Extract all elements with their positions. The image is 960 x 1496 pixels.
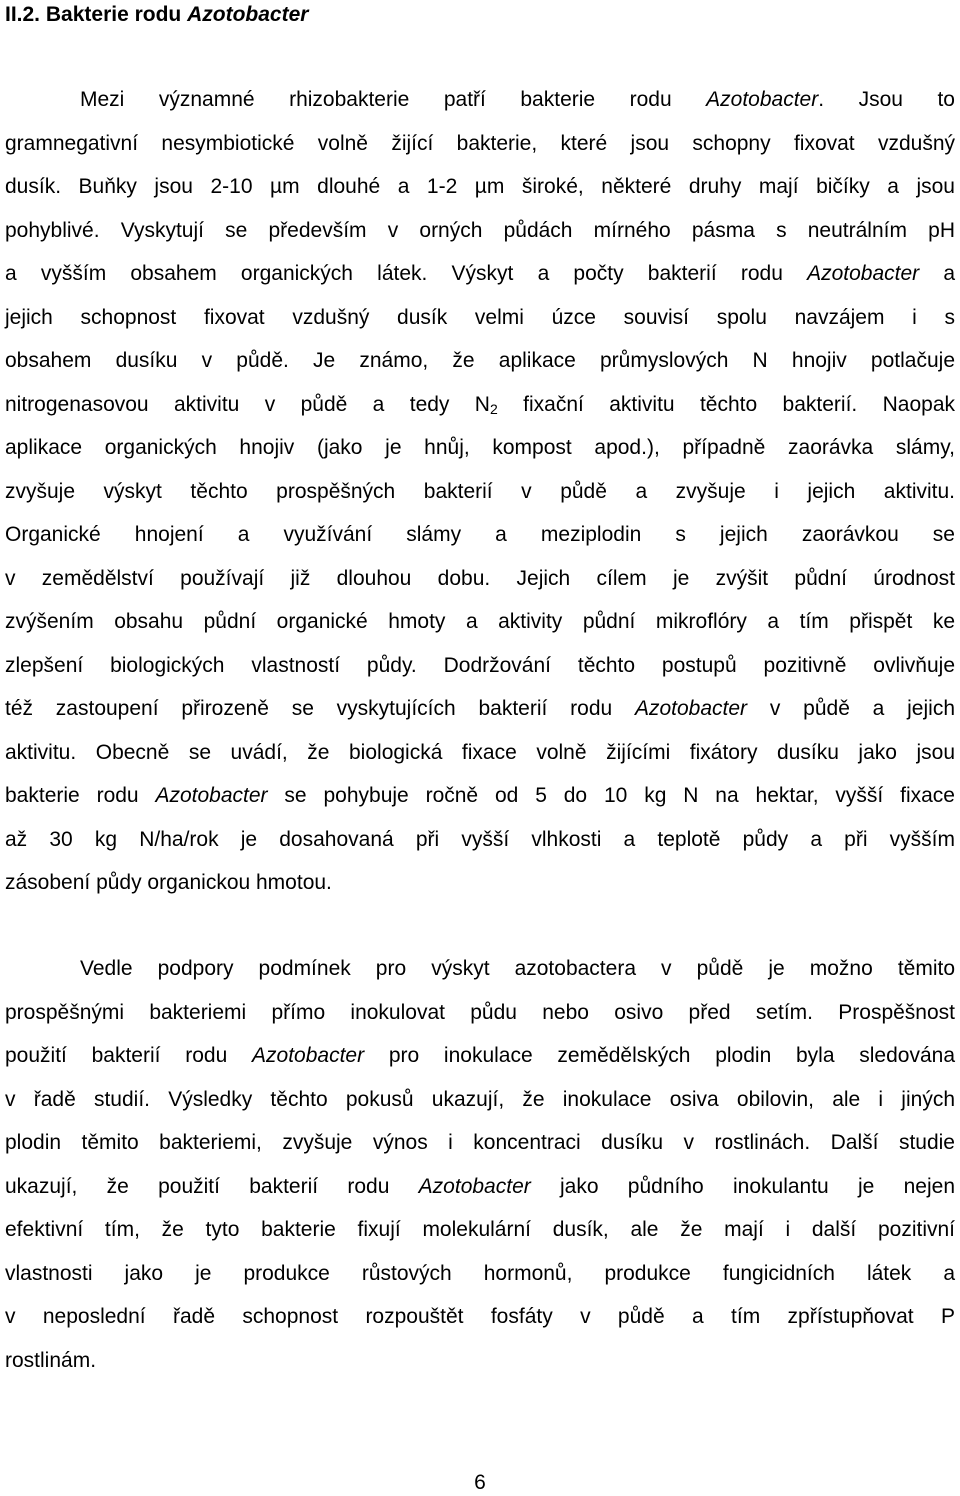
text-line [5,600,955,644]
text-run: v zemědělství používají již dlouhou dobu. Jejich cílem je zvýšit půdní úrodnost [5,566,955,590]
text-line [5,383,955,427]
text-run: vlastnosti jako je produkce růstových hormonů, produkce fungicidních látek a [5,1261,955,1285]
text-run: efektivní tím, že tyto bakterie fixují molekulární dusík, ale že mají i další pozitivní [5,1218,955,1241]
text-run: též zastoupení přirozeně se vyskytujících bakterií rodu [5,697,635,720]
text-line [5,687,955,731]
text-run: aktivitu. Obecně se uvádí, že biologická fixace volně žijícími fixátory dusíku jako jsou [5,740,955,764]
text-run: gramnegativní nesymbiotické volně žijící bakterie, které jsou schopny fixovat vzdušný [5,131,955,155]
text-run: . Jsou to [818,88,955,111]
text-line [5,557,955,601]
text-line [5,861,955,905]
text-line [5,209,955,253]
text-line [5,947,955,991]
text-line [5,644,955,688]
text-line [5,731,955,775]
text-run: plodin těmito bakteriemi, zvyšuje výnos i koncentraci dusíku v rostlinách. Další studie [5,1131,955,1154]
section-number: II.2. [5,3,41,26]
text-line [5,470,955,514]
text-run: zlepšení biologických vlastností půdy. Dodržování těchto postupů pozitivně ovlivňuje [5,653,955,677]
text-line [5,1165,955,1209]
text-run: obsahem dusíku v půdě. Je známo, že aplikace průmyslových N hnojiv potlačuje [5,349,955,372]
genus-name: Azotobacter [634,697,748,720]
text-run: bakterie rodu [5,784,156,807]
text-run: rostlinám. [5,1348,97,1372]
text-line [5,1339,955,1383]
genus-name: Azotobacter [252,1044,365,1067]
text-line [5,1252,955,1296]
genus-name: Azotobacter [706,88,819,111]
text-run: a vyšším obsahem organických látek. Výskyt a počty bakterií rodu [5,262,808,285]
text-line [5,1295,955,1339]
paragraph-1 [5,78,955,905]
text-line [5,426,955,470]
text-line [5,1121,955,1165]
text-run: prospěšnými bakteriemi přímo inokulovat půdu nebo osivo před setím. Prospěšnost [5,1000,955,1024]
text-run: až 30 kg N/ha/rok je dosahovaná při vyšší vlhkosti a teplotě půdy a při vyšším [5,827,955,851]
subscript: 2 [489,400,498,417]
text-run: nitrogenasovou aktivitu v půdě a tedy N [5,392,490,416]
section-heading [5,0,308,30]
text-line [5,1034,955,1078]
text-line [5,818,955,862]
text-run: v neposlední řadě schopnost rozpouštět fosfáty v půdě a tím zpřístupňovat P [5,1305,955,1328]
text-run: Mezi významné rhizobakterie patří bakterie rodu [80,88,707,111]
genus-name: Azotobacter [418,1174,531,1198]
text-run: ukazují, že použití bakterií rodu [5,1174,419,1198]
text-run: pohyblivé. Vyskytují se především v orných půdách mírného pásma s neutrálním pH [5,218,955,242]
text-run: použití bakterií rodu [5,1044,253,1067]
text-run: aplikace organických hnojiv (jako je hnůj, kompost apod.), případně zaorávka slámy, [5,436,955,459]
text-run: pro inokulace zemědělských plodin byla sledována [364,1044,956,1067]
text-line [5,252,955,296]
text-line [5,774,955,818]
text-line [5,296,955,340]
text-line [5,1078,955,1122]
text-run: zásobení půdy organickou hmotou. [5,871,332,894]
text-run: jako půdního inokulantu je nejen [530,1174,955,1198]
genus-name: Azotobacter [155,784,268,807]
text-line [5,513,955,557]
text-run: Vedle podpory podmínek pro výskyt azotobactera v půdě je možno těmito [80,957,955,980]
text-run: v půdě a jejich [747,697,955,720]
text-run: se pohybuje ročně od 5 do 10 kg N na hektar, vyšší fixace [267,784,955,807]
paragraph-2 [5,947,955,1382]
text-run: a [919,262,955,285]
page-number: 6 [474,1471,486,1494]
section-title-genus: Azotobacter [187,3,309,26]
text-line [5,339,955,383]
text-line [5,122,955,166]
text-run: jejich schopnost fixovat vzdušný dusík velmi úzce souvisí spolu navzájem i s [5,305,955,329]
text-run: v řadě studií. Výsledky těchto pokusů ukazují, že inokulace osiva obilovin, ale i jiných [5,1087,955,1111]
text-line [5,78,955,122]
text-run: Organické hnojení a využívání slámy a meziplodin s jejich zaorávkou se [5,523,955,546]
text-run: dusík. Buňky jsou 2-10 µm dlouhé a 1-2 µm široké, některé druhy mají bičíky a jsou [5,175,955,198]
text-run: zvyšuje výskyt těchto prospěšných bakterií v půdě a zvyšuje i jejich aktivitu. [5,479,955,503]
text-run: fixační aktivitu těchto bakterií. Naopak [497,392,955,416]
section-title: Bakterie rodu [45,3,188,26]
genus-name: Azotobacter [807,262,920,285]
text-line [5,165,955,209]
text-run: zvýšením obsahu půdní organické hmoty a aktivity půdní mikroflóry a tím přispět ke [5,610,955,633]
text-line [5,991,955,1035]
text-line [5,1208,955,1252]
